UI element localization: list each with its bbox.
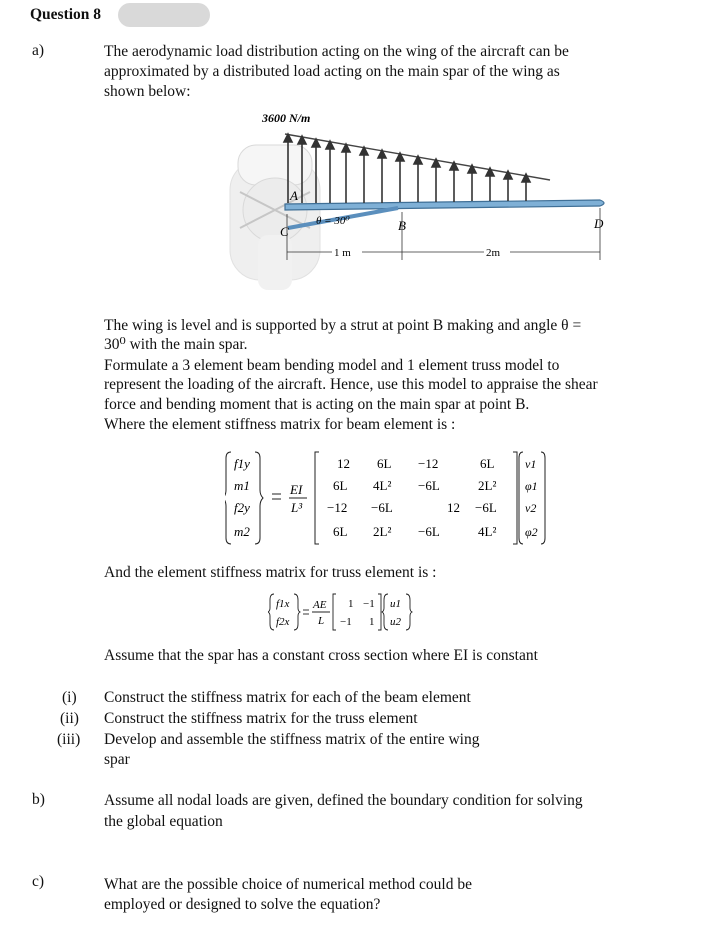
beam-lhs-2: f2y <box>234 500 250 515</box>
beam-lhs-3: m2 <box>234 524 250 539</box>
beam-cell-0-2: −12 <box>418 456 439 471</box>
truss-cell-0-1: −1 <box>363 598 375 610</box>
beam-rhs-3: φ2 <box>525 525 538 539</box>
part-a-body-line-3: Formulate a 3 element beam bending model and 1 element truss model to <box>104 357 560 374</box>
wing-load-figure <box>190 100 630 300</box>
beam-cell-2-3: −6L <box>475 500 497 515</box>
beam-rhs-0: v1 <box>525 457 537 471</box>
subitem-iii-label: (iii) <box>57 731 81 748</box>
point-b-label: B <box>398 218 406 233</box>
load-arrows <box>284 134 530 203</box>
part-a-body-line-6: Where the element stiffness matrix for beam element is : <box>104 416 456 433</box>
assume-text: Assume that the spar has a constant cross section where EI is constant <box>104 647 538 664</box>
beam-rhs-1: φ1 <box>525 479 538 493</box>
part-c-line-1: What are the possible choice of numerical method could be <box>104 876 472 893</box>
subitem-i-text: Construct the stiffness matrix for each of the beam element <box>104 689 471 706</box>
aircraft-silhouette <box>230 145 320 290</box>
part-a-body-line-1: The wing is level and is supported by a strut at point B making and angle θ = <box>104 317 582 334</box>
beam-cell-2-0: −12 <box>327 500 348 515</box>
truss-cell-0-0: 1 <box>348 598 354 610</box>
beam-cell-1-1: 4L² <box>373 478 392 493</box>
truss-rhs-0: u1 <box>390 598 401 610</box>
truss-lhs-1: f2x <box>276 616 290 628</box>
part-a-intro-line-3: shown below: <box>104 83 191 100</box>
beam-cell-0-1: 6L <box>377 456 392 471</box>
beam-cell-3-3: 4L² <box>478 524 497 539</box>
point-a-label: A <box>290 188 298 203</box>
truss-lhs-0: f1x <box>276 598 290 610</box>
beam-cell-0-0: 12 <box>337 456 350 471</box>
subitem-ii-label: (ii) <box>60 710 79 727</box>
dimension-1m-label: 1 m <box>334 247 351 259</box>
beam-lhs-1: m1 <box>234 478 250 493</box>
beam-coef-den: L³ <box>291 500 303 515</box>
beam-cell-1-2: −6L <box>418 478 440 493</box>
truss-cell-1-0: −1 <box>340 616 352 628</box>
beam-cell-2-1: −6L <box>371 500 393 515</box>
part-c-line-2: employed or designed to solve the equation? <box>104 896 381 913</box>
part-c-label: c) <box>32 873 45 890</box>
part-b-line-2: the global equation <box>104 813 223 830</box>
point-c-label: C <box>280 224 289 239</box>
beam-rhs-2: v2 <box>525 501 537 515</box>
truss-intro: And the element stiffness matrix for truss element is : <box>104 564 437 581</box>
subitem-iii-continuation: spar <box>104 751 130 768</box>
beam-cell-3-0: 6L <box>333 524 348 539</box>
beam-cell-2-2: 12 <box>447 500 460 515</box>
angle-label: θ = 30⁰ <box>316 215 350 227</box>
redaction-block <box>118 3 210 27</box>
part-b-line-1: Assume all nodal loads are given, defined the boundary condition for solving <box>104 792 583 809</box>
beam-coef-num: EI <box>290 482 303 497</box>
beam-cell-3-2: −6L <box>418 524 440 539</box>
part-a-label: a) <box>32 42 45 59</box>
beam-cell-0-3: 6L <box>480 456 495 471</box>
wing-spar <box>285 200 604 210</box>
part-a-body-line-4: represent the loading of the aircraft. Hence, use this model to appraise the shear <box>104 376 598 393</box>
beam-cell-3-1: 2L² <box>373 524 392 539</box>
beam-cell-1-0: 6L <box>333 478 348 493</box>
beam-cell-1-3: 2L² <box>478 478 497 493</box>
point-d-label: D <box>594 216 604 231</box>
load-label: 3600 N/m <box>262 111 311 125</box>
part-b-label: b) <box>32 791 45 808</box>
part-a-body-line-5: force and bending moment that is acting on the main spar at point B. <box>104 396 530 413</box>
subitem-i-label: (i) <box>62 689 77 706</box>
part-a-intro-line-1: The aerodynamic load distribution acting on the wing of the aircraft can be <box>104 43 569 60</box>
truss-cell-1-1: 1 <box>369 616 375 628</box>
truss-stiffness-matrix <box>268 592 438 632</box>
truss-rhs-1: u2 <box>390 616 401 628</box>
dimension-2m-label: 2m <box>486 247 501 259</box>
beam-stiffness-matrix <box>225 448 555 548</box>
truss-coef-den: L <box>318 615 325 627</box>
beam-lhs-0: f1y <box>234 456 250 471</box>
part-a-body-line-2: 30⁰ with the main spar. <box>104 336 248 353</box>
truss-coef-num: AE <box>313 599 327 611</box>
subitem-ii-text: Construct the stiffness matrix for the truss element <box>104 710 418 727</box>
question-title: Question 8 <box>30 6 102 23</box>
subitem-iii-text: Develop and assemble the stiffness matrix of the entire wing <box>104 731 480 748</box>
part-a-intro-line-2: approximated by a distributed load acting on the main spar of the wing as <box>104 63 560 80</box>
